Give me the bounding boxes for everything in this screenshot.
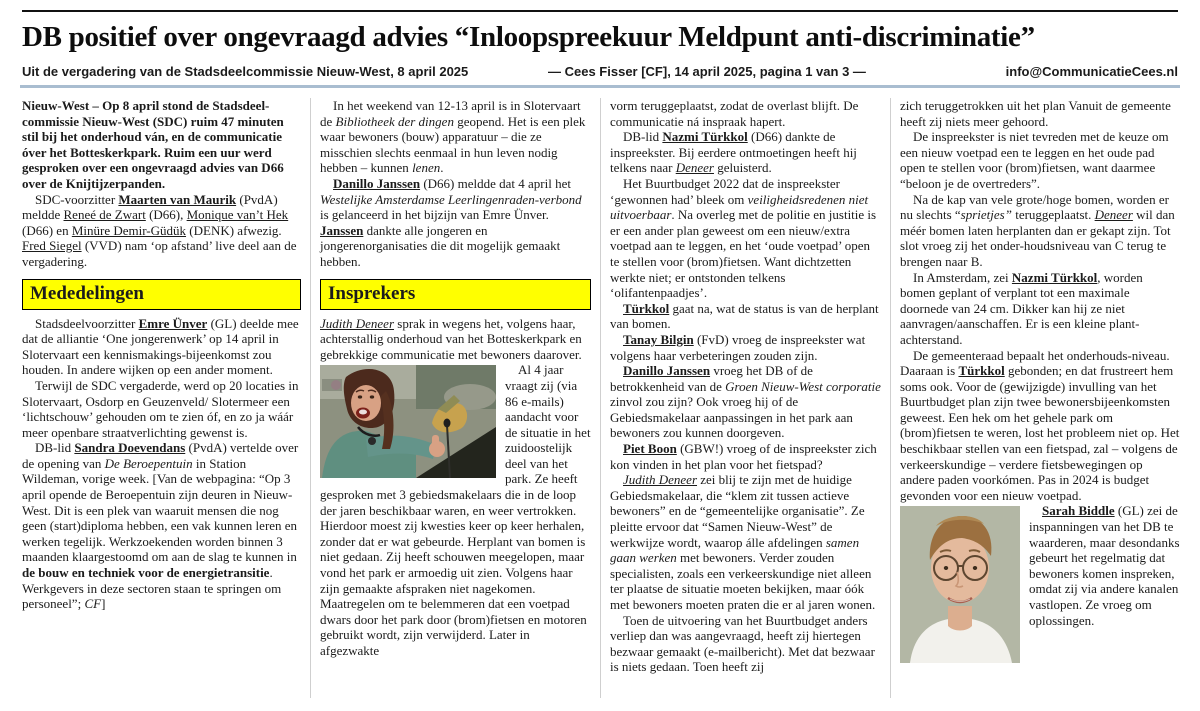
column-4 — [890, 98, 1180, 698]
text-run: In het weekend van 12-13 april is in Slotervaart de — [320, 98, 581, 129]
paragraph — [22, 316, 301, 378]
meta-row — [22, 64, 1178, 79]
paragraph — [610, 613, 881, 675]
text-run: in Station Wildeman, vorige week. [Van de webpagina: “Op 3 april opende de Beroepentuin zijn deuren in Nieuw-West. Dit is een plek van waaruit mensen die nog geen (start)diploma hebben, een vak kunnen leren en werken tegelijk. Werkzoekenden worden binnen 3 maanden klaargestoomd om aan de slag te kunnen in — [22, 455, 298, 565]
text-run: Nazmi Türkkol — [662, 129, 748, 145]
text-run: DB-lid — [35, 440, 75, 456]
text-run: Het Buurtbudget 2022 dat de inspreekster ‘gewonnen had’ bleek om — [610, 175, 840, 207]
text-run: Emre Ünver — [138, 315, 208, 331]
photo-inspreker-judith-deneer — [320, 365, 496, 478]
column-2 — [310, 98, 600, 698]
text-run: Na de kap van vele grote/hoge bomen, worden er nu slechts “ — [900, 191, 1169, 223]
text-run: zich teruggetrokken uit het plan Vanuit de gemeente heeft zij niets meer gehoord. — [900, 98, 1171, 129]
text-run: Nazmi Türkkol — [1011, 269, 1098, 285]
top-divider — [22, 10, 1178, 12]
paragraph — [320, 98, 591, 176]
text-run: Janssen — [320, 222, 364, 238]
text-run: Tanay Bilgin — [623, 331, 694, 347]
text-run: Nieuw-West – Op 8 april stond de Stadsdeel-commissie Nieuw-West (SDC) ruim 47 minuten stil bij het onderhoud ván, en de communicatie óver het Botteskerkpark. Ruim een uur werd gesproken over een ongevraagd advies van D66 over de Knijtijzerpanden. — [22, 98, 284, 191]
text-run: Groen Nieuw-West corporatie — [725, 378, 881, 394]
text-run: De Beroepentuin — [104, 455, 193, 471]
paragraph — [610, 176, 881, 301]
text-run: is gelanceerd in het bijzijn van Emre Ünver. — [320, 207, 549, 223]
text-run: zei blij te zijn met de huidige Gebiedsmakelaar, die “klem zit tussen actieve bewoners” en de “gemeentelijke organisatie”. Ze pleitte ervoor dat “Samen Nieuw-West” de werkwijze wordt, waarop álle afdelingen — [610, 472, 865, 550]
column-1 — [20, 98, 310, 698]
column-3 — [600, 98, 890, 698]
text-run: samen gaan werken — [610, 534, 860, 566]
text-run: sprak in wegens het, volgens haar, achterstallig onderhoud van het Botteskerkpark en gebrekkige communicatie met bewoners daarover. — [320, 315, 582, 362]
text-run: Sandra Doevendans — [74, 440, 186, 456]
text-run: de bouw en techniek voor de energietransitie — [22, 565, 270, 581]
text-run: Fred Siegel — [22, 238, 82, 254]
text-run: sprietjes” — [960, 207, 1012, 223]
text-run: De gemeenteraad bepaalt het onderhouds-niveau. Daaraan is — [900, 347, 1170, 379]
section-heading-insprekers: Insprekers — [320, 279, 591, 310]
text-run: wil dan méér bomen laten herplanten dan er gekapt zijn. Tot slot vroeg zij het onder-houdsniveau van C terug te brengen naar B. — [900, 207, 1175, 269]
text-run: . — [440, 160, 444, 176]
text-run: Stadsdeelvoorzitter — [35, 315, 139, 331]
paragraph — [900, 503, 1180, 628]
text-run: SDC-voorzitter — [35, 191, 119, 207]
text-run: Westelijke Amsterdamse Leerlingenraden-verbond — [320, 191, 582, 207]
text-run: zinvol zou zijn? Ook vroeg hij of de Gebiedsmakelaar aanpassingen in het park aan bewoners zou kunnen doorgeven. — [610, 394, 853, 441]
text-run: Judith Deneer — [320, 315, 395, 331]
paragraph — [900, 129, 1180, 191]
text-run: Monique van’t Hek — [186, 207, 289, 223]
text-run: Sarah Biddle — [1042, 503, 1115, 519]
meta-source: Uit de vergadering van de Stadsdeelcommissie Nieuw-West, 8 april 2025 — [22, 64, 469, 79]
text-run: Piet Boon — [623, 441, 677, 457]
paragraph — [610, 301, 881, 332]
paragraph — [610, 472, 881, 612]
text-run: ] — [101, 596, 106, 612]
text-run: vorm teruggeplaatst, zodat de overlast blijft. De communicatie ná inspraak hapert. — [610, 98, 859, 129]
paragraph — [610, 332, 881, 363]
meta-author-page: — Cees Fisser [CF], 14 april 2025, pagina 1 van 3 — — [548, 64, 866, 79]
paragraph — [320, 316, 591, 363]
text-run: , worden bomen geplant of verplant tot een maximale doornede van 24 cm. Dikker kan hij ze niet aanvragen/aanschaffen. Er is een kleine plant-achterstand. — [900, 269, 1143, 347]
header-divider — [20, 85, 1180, 88]
section-heading-mededelingen: Mededelingen — [22, 279, 301, 310]
paragraph — [610, 363, 881, 441]
text-run: Deneer — [675, 160, 714, 176]
paragraph — [22, 192, 301, 270]
paragraph — [900, 270, 1180, 348]
text-run: vroeg het DB of de betrokkenheid van de — [610, 363, 813, 394]
photo-sarah-biddle — [900, 506, 1020, 663]
text-run: . Werkgevers in deze sectoren staan te springen om personeel”; — [22, 565, 282, 612]
paragraph — [900, 192, 1180, 270]
text-run: veiligheidsredenen niet uitvoerbaar — [610, 191, 869, 223]
text-run: Judith Deneer — [623, 472, 698, 488]
text-run: (FvD) vroeg de inspreekster wat volgens haar verbeteringen zouden zijn. — [610, 331, 866, 363]
text-run: dankte alle jongeren en jongerenorganisaties die dit mogelijk gemaakt hebben. — [320, 222, 561, 269]
text-run: teruggeplaatst. — [1011, 207, 1095, 223]
paragraph — [22, 98, 301, 192]
text-run: lenen — [412, 160, 441, 176]
paragraph — [22, 378, 301, 440]
text-run: met bewoners. Verder zouden specialisten, zoals een verkeerskundige niet alleen ter plaatse de situatie moeten bekijken, maar óók met bewoners moeten praten die er al jaren wonen. — [610, 550, 876, 612]
text-run: (DENK) afwezig. — [186, 222, 282, 238]
text-run: Minüre Demir-Güdük — [71, 222, 187, 238]
text-run: . Na overleg met de politie en justitie is er een ander plan geweest om een nieuw/extra voetpad aan te leggen, en het ‘oude voetpad’ open te stellen voor (brom)fietsen. Want dichtzetten werkte niet; er ontstonden telkens ‘olifantenpaadjes’. — [610, 207, 877, 301]
paragraph — [900, 98, 1180, 129]
text-run: (D66) dankte de inspreekster. Bij eerdere ontmoetingen heeft hij telkens naar — [610, 129, 857, 176]
text-run: (GL) zei de inspanningen van het DB te waarderen, maar desondanks gebeurt het regelmatig dat bewoners komen inspreken, omdat zij via andere kanalen vastlopen. Ze vroeg om oplossingen. — [1029, 503, 1180, 628]
text-run: (VVD) nam ‘op afstand’ live deel aan de vergadering. — [22, 238, 297, 269]
text-run: Danillo Janssen — [623, 363, 711, 379]
paragraph — [610, 98, 881, 129]
text-run: (D66), — [145, 207, 187, 223]
text-run: (GBW!) vroeg of de inspreekster zich kon vinden in het plan voor het fietspad? — [610, 441, 877, 472]
text-run: (PvdA) vertelde over de opening van — [22, 440, 299, 471]
text-run: Türkkol — [958, 363, 1005, 379]
text-run: (PvdA) meldde — [22, 191, 278, 223]
text-run: Reneé de Zwart — [63, 207, 146, 223]
text-run: Türkkol — [623, 300, 670, 316]
text-run: Maarten van Maurik — [118, 191, 237, 207]
text-run: (D66) meldde dat 4 april het — [420, 175, 571, 191]
paragraph — [320, 362, 591, 658]
text-run: Danillo Janssen — [333, 175, 421, 191]
paragraph — [22, 440, 301, 612]
text-run: Bibliotheek der dingen — [335, 113, 454, 129]
text-run: gebonden; en dat frustreert hem soms ook. Voor de (gewijzigde) invulling van het Buurtbudget plan zijn twee bewonersbijeenkomsten geweest. Een hek om het gehele park om (brom)fietsen te weren, lost het probleem niet op. Het beschikbaar stellen van een fietspad, zal – volgens de verkeerskundige – verdere fietsbewegingen op andere paden voorkómen. Pas in 2024 is budget gevonden voor een nieuw voetpad. — [900, 363, 1180, 503]
paragraph — [900, 348, 1180, 504]
text-run: Deneer — [1094, 207, 1133, 223]
text-run: CF — [84, 596, 102, 612]
paragraph — [320, 176, 591, 270]
text-run: DB-lid — [623, 129, 663, 145]
meta-email: info@CommunicatieCees.nl — [1005, 64, 1178, 79]
text-run: In Amsterdam, zei — [913, 269, 1012, 285]
text-run: De inspreekster is niet tevreden met de keuze om een nieuw voetpad een te leggen en het oude pad open te stellen voor (brom)fietsen, want daarmee “beloon je de overtreders”. — [900, 129, 1169, 191]
text-run: Terwijl de SDC vergaderde, werd op 20 locaties in Slotervaart, Osdorp en Geuzenveld/ Slotermeer een ‘lichtschouw’ gehouden om te zien óf, en zo ja wáár meer openbare straatverlichting gewenst is. — [22, 377, 299, 440]
text-run: (D66) en — [22, 222, 72, 238]
text-run: gaat na, wat de status is van de herplant van bomen. — [610, 300, 879, 332]
text-run: geluisterd. — [713, 160, 772, 176]
page-title: DB positief over ongevraagd advies “Inloopspreekuur Meldpunt anti-discriminatie” — [22, 21, 1035, 53]
article-body — [20, 98, 1180, 698]
text-run: geopend. Het is een plek waar bewoners (bouw) apparatuur – die ze misschien slechts eenmaal in hun leven nodig hebben – kunnen — [320, 113, 586, 176]
paragraph — [610, 441, 881, 472]
paragraph — [610, 129, 881, 176]
text-run: Al 4 jaar vraagt zij (via 86 e-mails) aandacht voor de situatie in het zuidoostelijk deel van het park. Ze heeft gesproken met 3 gebiedsmakelaars die in de loop der jaren beschikbaar waren, en weer vertrokken. Hierdoor moest zij kwesties keer op keer herhalen, zonder dat er wat gebeurde. Herplant van bomen is niet gedaan. Zij heeft schouwen meegelopen, maar vond het park er armoedig uit zien. Volgens haar zijn gemaakte afspraken niet nagekomen. Maatregelen om te belemmeren dat een voetpad dwars door het park door (brom)fietsen en motoren gebruikt wordt, zijn verwijderd. Later in afgezwakte — [320, 362, 591, 658]
text-run: (GL) deelde mee dat de alliantie ‘One jongerenwerk’ op 14 april in Slotervaart een kennismakings-bijeenkomst zou houden. In andere wijken op een ander moment. — [22, 315, 299, 378]
text-run: Toen de uitvoering van het Buurtbudget anders verliep dan was aangevraagd, heeft zij hiertegen bezwaar gemaakt (e-mailbericht). Met dat bezwaar is niets gedaan. Toen heeft zij — [610, 612, 875, 675]
